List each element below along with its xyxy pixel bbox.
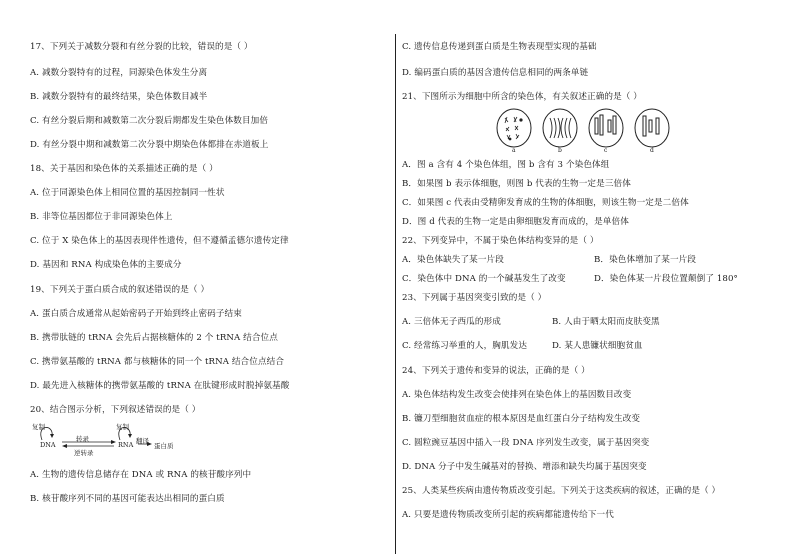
- label-translation: 翻译: [136, 437, 149, 445]
- q24-option-d: D. DNA 分子中发生碱基对的替换、增添和缺失均属于基因突变: [402, 462, 647, 472]
- q19-option-a: A. 蛋白质合成通常从起始密码子开始到终止密码子结束: [30, 309, 242, 319]
- q22-option-a: A．染色体缺失了某一片段: [402, 255, 504, 265]
- q22-option-d: D．染色体某一片段位置颠倒了 180°: [594, 274, 738, 284]
- q21-option-b: B．如果图 b 表示体细胞，则图 b 代表的生物一定是三倍体: [402, 179, 631, 189]
- q21-option-a: A．图 a 含有 4 个染色体组，图 b 含有 3 个染色体组: [402, 160, 610, 170]
- label-dna: DNA: [40, 441, 56, 449]
- q20-option-a: A. 生物的遗传信息储存在 DNA 或 RNA 的核苷酸序列中: [30, 470, 252, 480]
- q18-option-c: C. 位于 X 染色体上的基因表现伴性遗传，但不遵循孟德尔遗传定律: [30, 236, 289, 246]
- q18-option-b: B. 非等位基因都位于非同源染色体上: [30, 212, 173, 222]
- q17-option-a: A. 减数分裂特有的过程，同源染色体发生分离: [30, 68, 208, 78]
- q20-stem: 20、结合图示分析，下列叙述错误的是（ ）: [30, 405, 201, 415]
- q24-option-b: B. 镰刀型细胞贫血症的根本原因是血红蛋白分子结构发生改变: [402, 414, 641, 424]
- label-rna: RNA: [118, 441, 134, 449]
- q24-stem: 24、下列关于遗传和变异的说法，正确的是（ ）: [402, 366, 590, 376]
- q22-option-b: B．染色体增加了某一片段: [594, 255, 697, 265]
- central-dogma-arrows: [32, 420, 182, 456]
- cell-label-c: c: [604, 147, 608, 154]
- q23-option-c: C. 经常练习举重的人，胸肌发达: [402, 341, 528, 351]
- central-dogma-diagram: [32, 420, 182, 456]
- q25-stem: 25、人类某些疾病由遗传物质改变引起。下列关于这类疾病的叙述，正确的是（ ）: [402, 486, 721, 496]
- q19-option-d: D. 最先进入核糖体的携带氨基酸的 tRNA 在肽键形成时脱掉氨基酸: [30, 381, 290, 391]
- q20-option-d: D. 编码蛋白质的基因含遗传信息相同的两条单链: [402, 68, 589, 78]
- q23-option-d: D. 某人患镰状细胞贫血: [552, 341, 643, 351]
- q24-option-c: C. 圆粒豌豆基因中插入一段 DNA 序列发生改变，属于基因突变: [402, 438, 650, 448]
- chromosome-cells-drawing: [494, 106, 674, 156]
- q21-option-d: D．图 d 代表的生物一定是由卵细胞发育而成的，是单倍体: [402, 217, 629, 227]
- chromosome-cells-figure: [494, 106, 674, 156]
- q20-option-b: B. 核苷酸序列不同的基因可能表达出相同的蛋白质: [30, 494, 225, 504]
- label-copy-rna: 复制: [116, 423, 129, 431]
- q18-option-a: A. 位于同源染色体上相同位置的基因控制同一性状: [30, 188, 225, 198]
- q22-option-c: C．染色体中 DNA 的一个碱基发生了改变: [402, 274, 566, 284]
- q21-option-c: C．如果图 c 代表由受精卵发育成的生物的体细胞，则该生物一定是二倍体: [402, 198, 689, 208]
- q23-option-b: B. 人由于晒太阳而皮肤变黑: [552, 317, 660, 327]
- q19-option-c: C. 携带氨基酸的 tRNA 都与核糖体的同一个 tRNA 结合位点结合: [30, 357, 285, 367]
- label-reverse-transcription: 逆转录: [74, 449, 94, 457]
- q20-option-c: C. 遗传信息传递到蛋白质是生物表现型实现的基础: [402, 42, 597, 52]
- q23-option-a: A. 三倍体无子西瓜的形成: [402, 317, 501, 327]
- q19-stem: 19、下列关于蛋白质合成的叙述错误的是（ ）: [30, 285, 210, 295]
- label-copy-dna: 复制: [32, 423, 45, 431]
- q25-option-a: A. 只要是遗传物质改变所引起的疾病都能遗传给下一代: [402, 510, 614, 520]
- q24-option-a: A. 染色体结构发生改变会使排列在染色体上的基因数目改变: [402, 390, 632, 400]
- label-protein: 蛋白质: [154, 442, 174, 450]
- cell-label-d: d: [650, 147, 654, 154]
- q23-stem: 23、下列属于基因突变引致的是（ ）: [402, 293, 547, 303]
- q17-stem: 17、下列关于减数分裂和有丝分裂的比较，错误的是（ ）: [30, 42, 253, 52]
- q22-stem: 22、下列变异中，不属于染色体结构变异的是（ ）: [402, 236, 599, 246]
- q18-option-d: D. 基因和 RNA 构成染色体的主要成分: [30, 260, 182, 270]
- q17-option-b: B. 减数分裂特有的最终结果，染色体数目减半: [30, 92, 208, 102]
- q21-stem: 21、下图所示为细胞中所含的染色体，有关叙述正确的是（ ）: [402, 92, 643, 102]
- cell-label-b: b: [558, 147, 562, 154]
- q18-stem: 18、关于基因和染色体的关系描述正确的是（ ）: [30, 164, 218, 174]
- cell-label-a: a: [512, 147, 516, 154]
- q17-option-c: C. 有丝分裂后期和减数第二次分裂后期都发生染色体数目加倍: [30, 116, 269, 126]
- column-divider: [395, 34, 396, 554]
- label-transcription: 转录: [76, 435, 89, 443]
- q19-option-b: B. 携带肽链的 tRNA 会先后占据核糖体的 2 个 tRNA 结合位点: [30, 333, 278, 343]
- q17-option-d: D. 有丝分裂中期和减数第二次分裂中期染色体都排在赤道板上: [30, 140, 269, 150]
